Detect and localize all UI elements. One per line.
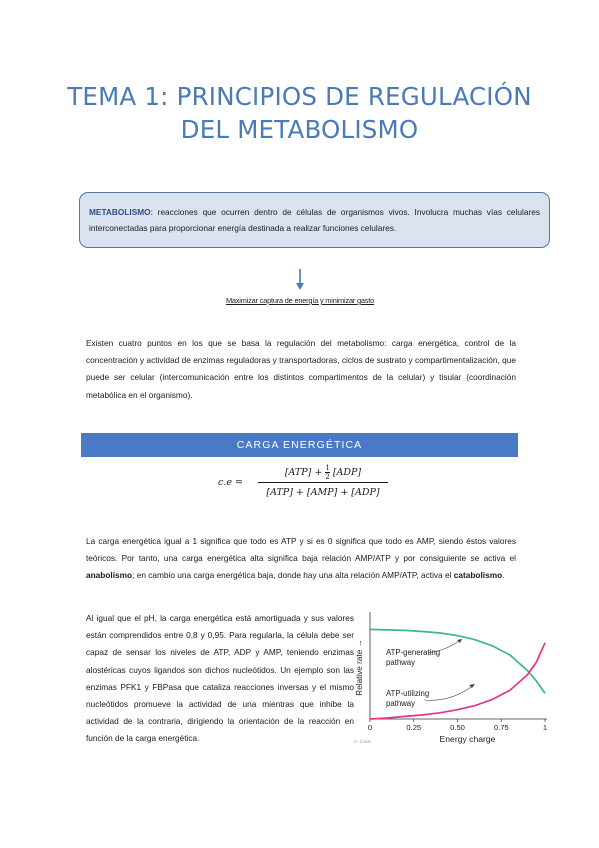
formula-lhs: c.e =: [218, 477, 243, 488]
formula-half-fraction: [325, 464, 329, 481]
x-tick-label: 0.75: [493, 723, 509, 732]
chart-credit: C. Cavis: [354, 739, 372, 744]
formula-denominator: [ATP] + [AMP] + [ADP]: [266, 487, 380, 498]
formula-num-a: [ATP] +: [284, 467, 323, 478]
paragraph2-text-2: ; en cambio una carga energética baja, donde hay una alta relación AMP/ATP, activa el: [132, 570, 454, 581]
section-heading: CARGA ENERGÉTICA: [236, 439, 363, 451]
x-tick-label: 0.50: [450, 723, 465, 732]
down-arrow-icon: [294, 268, 306, 292]
energy-charge-chart: [350, 606, 560, 776]
formula-half-num: 1: [325, 464, 330, 472]
x-tick-label: 0.25: [406, 723, 422, 732]
series-label-1-line-1: ATP-generating: [386, 648, 441, 657]
x-axis-label: Energy charge: [439, 734, 496, 744]
formula-numerator: [258, 464, 388, 481]
buffering-paragraph: Al igual que el pH, la carga energética está amortiguada y sus valores están comprendidos entre 0,8 y 0,95. Para regularla, la célula debe ser capaz de sensar los niveles de ATP, ADP y AMP, teniendo enzimas alostéricas cuyos ligandos son dichos nucleótidos. Un ejemplo son las enzimas PFK1 y FBPasa que cataliza reacciones inversas y el mismo nucleótidos promueve la actividad de una mientras que inhibe la actividad de la contraria, dirigiendo la orientación de la reacción en función de la carga energética.: [86, 613, 354, 744]
x-tick-label: 1: [542, 723, 548, 732]
series-label-2-line-1: ATP-utilizing: [386, 689, 430, 698]
energy-charge-formula: [218, 462, 388, 504]
formula-fraction-bar: [258, 482, 388, 483]
definition-box: [79, 192, 550, 248]
page-title-line-1: TEMA 1: PRINCIPIOS DE REGULACIÓN: [67, 82, 532, 111]
y-axis-label: Relative rate →: [355, 639, 364, 696]
series-pointer-1-head: [457, 639, 462, 643]
series-label-1-line-2: pathway: [386, 658, 416, 667]
page-title: [40, 80, 559, 146]
formula-half-den: 2: [325, 473, 330, 481]
definition-text: : reacciones que ocurren dentro de células de organismos vivos. Involucra muchas vías celulares interconectadas para proporcionar energía destinada a realizar funciones celulares.: [89, 207, 540, 234]
paragraph2-bold-anabolismo: anabolismo: [86, 570, 133, 581]
page-title-line-2: DEL METABOLISMO: [180, 115, 419, 144]
section-heading-banner: [81, 433, 518, 457]
series-pointer-2: [424, 685, 474, 700]
series-label-2-line-2: pathway: [386, 699, 416, 708]
formula-num-b: [ADP]: [332, 467, 362, 478]
paragraph2-bold-catabolismo: catabolismo: [453, 570, 503, 581]
x-tick-label: 0: [367, 723, 373, 732]
definition-term: METABOLISMO: [89, 207, 151, 217]
intro-paragraph: Existen cuatro puntos en los que se basa la regulación del metabolismo: carga energética, control de la concentración y actividad de enzimas reguladoras y transportadoras, ciclos de sustrato y compartimentalización, que puede ser celular (intercomunicación entre los distintos compartimentos de la celular) y tisular (coordinación metabólica en el organismo).: [86, 338, 516, 400]
energy-charge-paragraph: [86, 533, 516, 585]
series-pointer-2-head: [469, 684, 475, 688]
paragraph2-text-1: La carga energética igual a 1 significa que todo es ATP y si es 0 significa que todo es AMP, siendo éstos valores teóricos. Por tanto, una carga energética alta significa baja relación AMP/ATP y por consiguiente se activa el: [86, 536, 516, 564]
goal-subtitle: Maximizar captura de energía y minimizar gasto: [225, 296, 375, 305]
paragraph2-text-3: .: [502, 570, 505, 581]
